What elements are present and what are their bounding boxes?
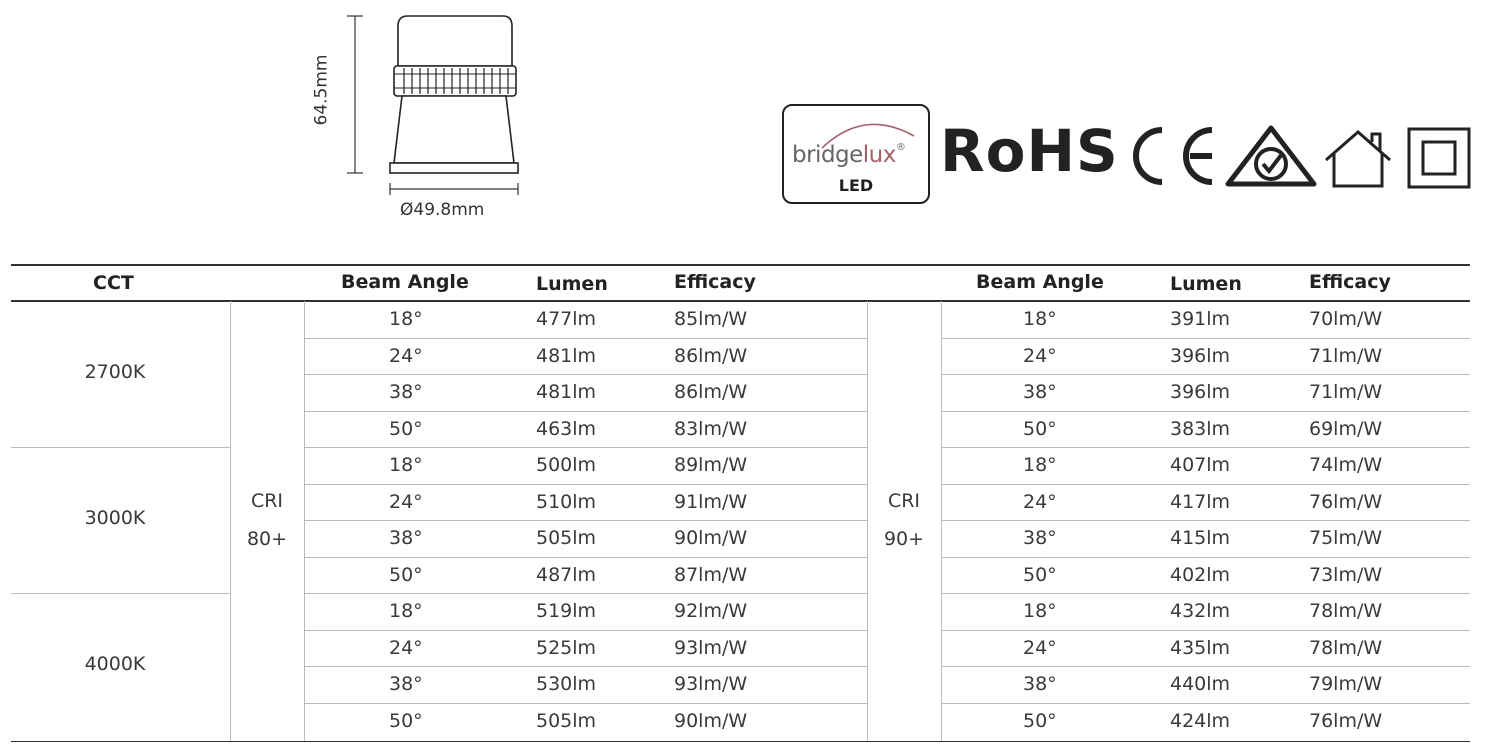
header-beam-angle-cri90: Beam Angle	[976, 271, 1104, 293]
header-cct: CCT	[93, 272, 134, 294]
cri-90-line2: 90+	[883, 528, 925, 550]
cct-cell: 2700K	[84, 361, 146, 383]
beam-angle-cell: 38°	[1023, 381, 1057, 403]
efficacy-cell: 83lm/W	[674, 417, 748, 440]
efficacy-cell: 92lm/W	[674, 600, 748, 622]
lumen-cell: 481lm	[536, 344, 597, 367]
beam-angle-cell: 18°	[389, 454, 423, 476]
beam-angle-cell: 50°	[1023, 417, 1057, 440]
lumen-cell: 505lm	[536, 527, 597, 549]
beam-angle-cell: 24°	[1023, 490, 1057, 513]
lumen-cell: 510lm	[536, 490, 597, 513]
bridgelux-brand-accent: lux	[862, 142, 896, 168]
lumen-cell: 402lm	[1170, 563, 1231, 586]
efficacy-cell: 76lm/W	[1309, 490, 1383, 513]
bridgelux-brand-main: bridge	[792, 142, 863, 168]
cct-cell: 3000K	[84, 507, 146, 529]
lumen-cell: 432lm	[1170, 600, 1231, 622]
lumen-cell: 477lm	[536, 308, 597, 330]
beam-angle-cell: 50°	[389, 709, 423, 732]
cri-90-label	[867, 482, 941, 558]
cri-80-line2: 80+	[246, 528, 288, 550]
lumen-cell: 530lm	[536, 673, 597, 695]
efficacy-cell: 93lm/W	[674, 673, 748, 695]
lumen-cell: 435lm	[1170, 636, 1231, 659]
rcm-icon	[1224, 124, 1318, 190]
efficacy-cell: 86lm/W	[674, 344, 748, 367]
efficacy-cell: 86lm/W	[674, 381, 748, 403]
efficacy-cell: 85lm/W	[674, 308, 748, 330]
lumen-cell: 383lm	[1170, 417, 1231, 440]
efficacy-cell: 75lm/W	[1309, 527, 1383, 549]
beam-angle-cell: 18°	[389, 308, 423, 330]
efficacy-cell: 90lm/W	[674, 527, 748, 549]
lumen-cell: 440lm	[1170, 673, 1231, 695]
efficacy-cell: 74lm/W	[1309, 454, 1383, 476]
lumen-cell: 417lm	[1170, 490, 1231, 513]
lumen-cell: 415lm	[1170, 527, 1231, 549]
efficacy-cell: 73lm/W	[1309, 563, 1383, 586]
beam-angle-cell: 50°	[389, 563, 423, 586]
lumen-cell: 481lm	[536, 381, 597, 403]
beam-angle-cell: 24°	[389, 636, 423, 659]
efficacy-cell: 90lm/W	[674, 709, 748, 732]
beam-angle-cell: 50°	[1023, 709, 1057, 732]
lumen-cell: 391lm	[1170, 308, 1231, 330]
beam-angle-cell: 24°	[389, 490, 423, 513]
beam-angle-cell: 38°	[1023, 527, 1057, 549]
efficacy-cell: 87lm/W	[674, 563, 748, 586]
ce-icon	[1128, 124, 1220, 188]
lumen-cell: 525lm	[536, 636, 597, 659]
downlight-module-drawing	[320, 8, 550, 228]
beam-angle-cell: 38°	[1023, 673, 1057, 695]
lumen-cell: 463lm	[536, 417, 597, 440]
efficacy-cell: 71lm/W	[1309, 344, 1383, 367]
cct-cell: 4000K	[84, 653, 146, 675]
beam-angle-cell: 24°	[1023, 636, 1057, 659]
efficacy-cell: 76lm/W	[1309, 709, 1383, 732]
beam-angle-cell: 50°	[1023, 563, 1057, 586]
efficacy-cell: 78lm/W	[1309, 636, 1383, 659]
lumen-cell: 500lm	[536, 454, 597, 476]
product-dimension-drawing	[311, 8, 550, 228]
beam-angle-cell: 18°	[1023, 308, 1057, 330]
lumen-cell: 396lm	[1170, 381, 1231, 403]
bridgelux-brand-text	[792, 142, 905, 168]
beam-angle-cell: 38°	[389, 527, 423, 549]
efficacy-cell: 71lm/W	[1309, 381, 1383, 403]
efficacy-cell: 79lm/W	[1309, 673, 1383, 695]
efficacy-cell: 69lm/W	[1309, 417, 1383, 440]
header-efficacy-cri90: Efficacy	[1309, 271, 1391, 293]
beam-angle-cell: 18°	[1023, 454, 1057, 476]
beam-angle-cell: 50°	[389, 417, 423, 440]
beam-angle-cell: 18°	[1023, 600, 1057, 622]
beam-angle-cell: 18°	[389, 600, 423, 622]
height-dimension-label: 64.5mm	[311, 54, 332, 126]
lumen-cell: 424lm	[1170, 709, 1231, 732]
bridgelux-led-logo	[782, 104, 930, 204]
cri-90-line1: CRI	[887, 490, 921, 512]
header-lumen-cri90: Lumen	[1170, 273, 1242, 295]
class-2-icon	[1406, 126, 1472, 190]
lumen-cell: 505lm	[536, 709, 597, 732]
diameter-dimension-label: Ø49.8mm	[400, 200, 485, 220]
lumen-specification-table	[11, 264, 1470, 742]
registered-mark: ®	[895, 142, 906, 153]
beam-angle-cell: 24°	[389, 344, 423, 367]
efficacy-cell: 89lm/W	[674, 454, 748, 476]
lumen-cell: 487lm	[536, 563, 597, 586]
beam-angle-cell: 24°	[1023, 344, 1057, 367]
beam-angle-cell: 38°	[389, 381, 423, 403]
header-efficacy-cri80: Efficacy	[674, 271, 756, 293]
lumen-cell: 396lm	[1170, 344, 1231, 367]
lumen-cell: 407lm	[1170, 454, 1231, 476]
efficacy-cell: 70lm/W	[1309, 308, 1383, 330]
indoor-house-icon	[1320, 126, 1396, 190]
beam-angle-cell: 38°	[389, 673, 423, 695]
cri-80-label	[230, 482, 304, 558]
lumen-cell: 519lm	[536, 600, 597, 622]
bridgelux-led-label: LED	[838, 176, 874, 195]
cri-80-line1: CRI	[250, 490, 284, 512]
rohs-mark: RoHS	[940, 117, 1119, 185]
efficacy-cell: 93lm/W	[674, 636, 748, 659]
header-lumen-cri80: Lumen	[536, 273, 608, 295]
efficacy-cell: 78lm/W	[1309, 600, 1383, 622]
header-beam-angle-cri80: Beam Angle	[341, 271, 469, 293]
efficacy-cell: 91lm/W	[674, 490, 748, 513]
